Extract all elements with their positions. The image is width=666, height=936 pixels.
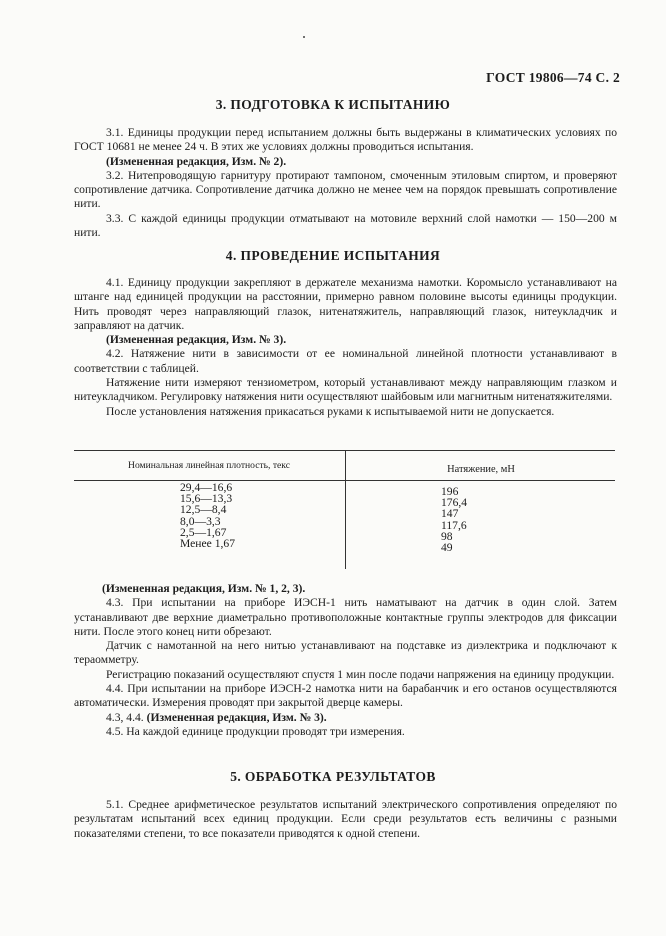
section-4-title: 4. ПРОВЕДЕНИЕ ИСПЫТАНИЯ xyxy=(225,248,441,263)
paragraph-5-1: 5.1. Среднее арифметическое результатов испытаний электрического сопротивления определяют по результатам испытаний всех единиц продукции. Если среди результатов есть величины с разными показателями степени, то все показатели приводятся к одной степени. xyxy=(74,798,617,840)
section-5-title: 5. ОБРАБОТКА РЕЗУЛЬТАТОВ xyxy=(230,769,436,784)
paragraph-4-3: 4.3. При испытании на приборе ИЭСН-1 нить наматывают на датчик в один слой. Затем устанавливают две верхние диаметрально противоположные контактные группы электродов для фиксации нити. После этого конец нити обрезают. xyxy=(74,596,617,638)
paragraph-3-1: 3.1. Единицы продукции перед испытанием должны быть выдержаны в климатических условиях по ГОСТ 10681 не менее 24 ч. В этих же условиях должны проводиться испытания. xyxy=(74,126,617,154)
paragraph-4-1: 4.1. Единицу продукции закрепляют в держателе механизма намотки. Коромысло устанавливают на штанге над единицей продукции на расстоянии, примерно равном половине высоты единицы продукции. Нить проводят через направляющий глазок, нитенатяжитель, направляющий глазок, нитеукладчик и заправляют на датчик. xyxy=(74,276,617,332)
paragraph-no-touch: После установления натяжения прикасаться руками к испытываемой нити не допускается. xyxy=(106,404,555,418)
paragraph-4-3-4-4-amendment xyxy=(74,711,617,725)
clause-reference: 4.3, 4.4. xyxy=(106,710,144,724)
paragraph-tension: Натяжение нити измеряют тензиометром, который устанавливают между направляющим глазком и нитеукладчиком. Регулировку натяжения нити осуществляют шайбовым или магнитным нитенатяжителями. xyxy=(74,376,617,404)
paragraph-3-3: 3.3. С каждой единицы продукции отматывают на мотовиле верхний слой намотки — 150—200 м нити. xyxy=(74,211,617,240)
table-cell: 49 xyxy=(441,541,453,555)
table-cell: 29,4—16,6 xyxy=(180,481,233,494)
table-cell: 176,4 xyxy=(441,496,468,510)
table-column-tension xyxy=(441,486,467,553)
page-header: ГОСТ 19806—74 С. 2 xyxy=(486,70,620,85)
table-cell: 12,5—8,4 xyxy=(180,503,227,517)
paragraph-registration: Регистрацию показаний осуществляют спустя 1 мин после подачи напряжения на единицу продукции. xyxy=(106,667,615,681)
table-cell: Менее 1,67 xyxy=(180,537,235,551)
paragraph-4-5: 4.5. На каждой единице продукции проводят три измерения. xyxy=(106,724,405,738)
table-cell: 117,6 xyxy=(441,518,467,532)
table-cell: 2,5—1,67 xyxy=(180,525,227,539)
table-header-rule xyxy=(74,480,615,481)
table-cell: 8,0—3,3 xyxy=(180,514,221,528)
table-cell: 15,6—13,3 xyxy=(180,492,233,506)
table-cell: 98 xyxy=(441,529,453,543)
table-cell: 147 xyxy=(441,507,459,521)
amendment-note: (Измененная редакция, Изм. № 1, 2, 3). xyxy=(102,582,306,595)
section-3-body xyxy=(74,126,617,240)
paragraph-4-2: 4.2. Натяжение нити в зависимости от ее номинальной линейной плотности устанавливают в соответствии с таблицей. xyxy=(74,347,617,375)
amendment-note: (Измененная редакция, Изм. № 2). xyxy=(106,154,287,168)
section-3-title: 3. ПОДГОТОВКА К ИСПЫТАНИЮ xyxy=(215,97,451,112)
amendment-note: (Измененная редакция, Изм. № 3). xyxy=(146,710,327,724)
table-header-tension: Натяжение, мН xyxy=(447,464,515,475)
paragraph-4-4: 4.4. При испытании на приборе ИЭСН-2 намотка нити на барабанчик и его останов осуществляются автоматически. Измерения проводят при закрытой дверце камеры. xyxy=(74,682,617,710)
amendment-note: (Измененная редакция, Изм. № 3). xyxy=(106,333,287,347)
paragraph-3-2: 3.2. Нитепроводящую гарнитуру протирают тампоном, смоченным этиловым спиртом, и проверяют сопротивление датчика. Сопротивление датчика должно не менее чем на порядок превышать сопротивление нити. xyxy=(74,168,617,211)
section-4-body xyxy=(74,276,617,419)
table-column-density xyxy=(180,482,235,549)
section-4-body-continued xyxy=(74,582,617,739)
table-cell: 196 xyxy=(441,485,459,498)
paragraph-sensor: Датчик с намотанной на него нитью устанавливают на подставке из диэлектрика и подключают к тераомметру. xyxy=(74,639,617,667)
section-5-body xyxy=(74,798,617,841)
table-header-density: Номинальная линейная плотность, текс xyxy=(128,460,290,471)
stray-dot xyxy=(303,36,305,38)
